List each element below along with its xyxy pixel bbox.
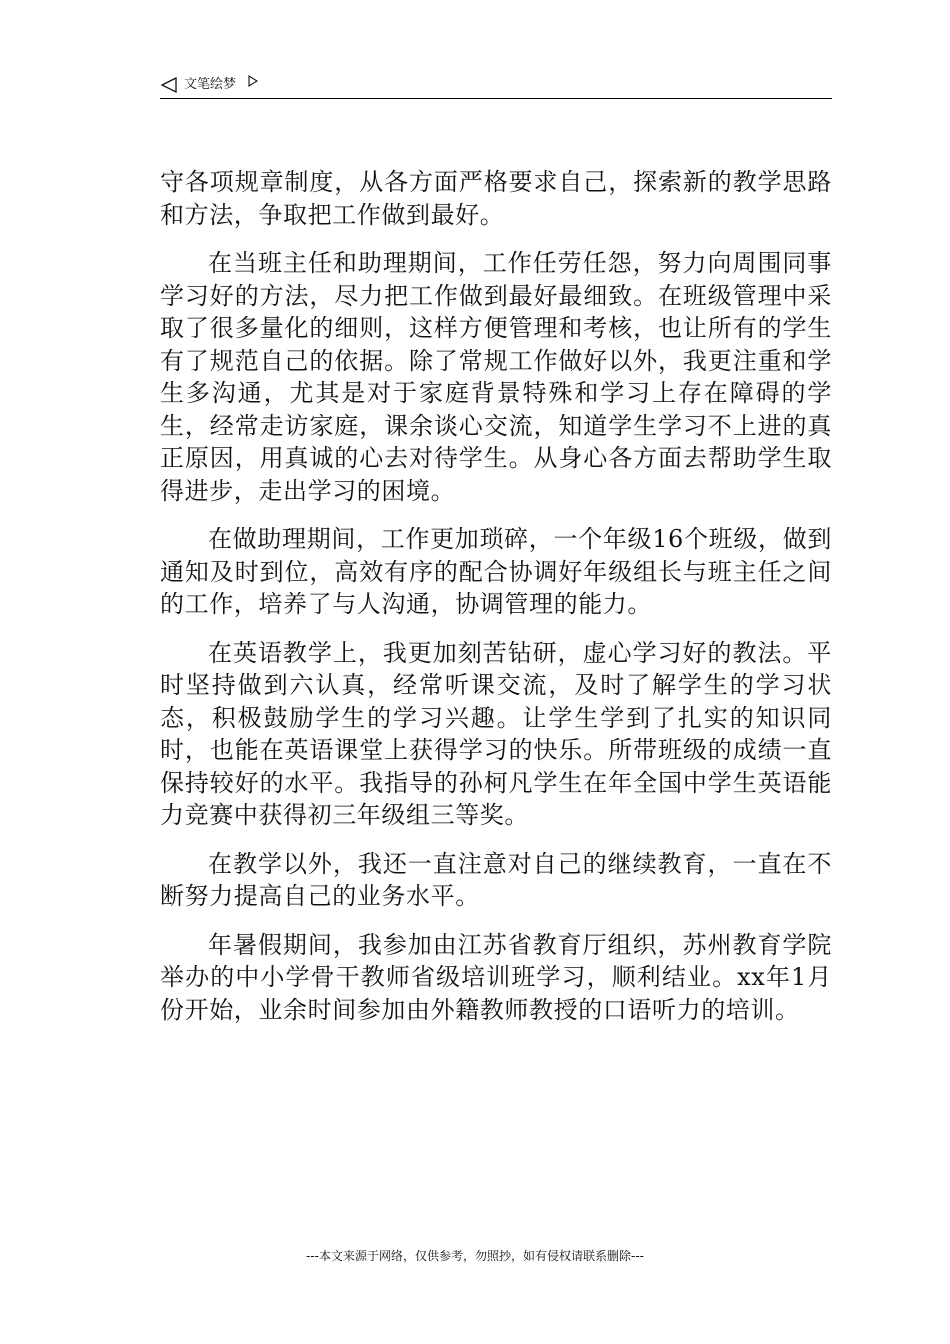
paragraph-continued: 守各项规章制度，从各方面严格要求自己，探索新的教学思路和方法，争取把工作做到最好。 xyxy=(160,168,832,229)
triangle-right-icon xyxy=(247,74,259,88)
paragraph-english-teaching: 在英语教学上，我更加刻苦钻研，虚心学习好的教法。平时坚持做到六认真，经常听课交流，及时了解学生的学习状态，积极鼓励学生的学习兴趣。让学生学到了扎实的知识同时，也能在英语课堂上获得学习的快乐。所带班级的成绩一直保持较好的水平。我指导的孙柯凡学生在年全国中学生英语能力竞赛中获得初三年级组三等奖。 xyxy=(160,638,832,829)
page-footer: ---本文来源于网络，仅供参考，勿照抄，如有侵权请联系删除--- xyxy=(306,1249,644,1263)
document-body xyxy=(160,166,832,1042)
triangle-left-icon xyxy=(160,76,178,94)
paragraph-continuing-education: 在教学以外，我还一直注意对自己的继续教育，一直在不断努力提高自己的业务水平。 xyxy=(160,849,832,910)
paragraph-class-teacher: 在当班主任和助理期间，工作任劳任怨，努力向周围同事学习好的方法，尽力把工作做到最好最细致。在班级管理中采取了很多量化的细则，这样方便管理和考核，也让所有的学生有了规范自己的依据。除了常规工作做好以外，我更注重和学生多沟通，尤其是对于家庭背景特殊和学习上存在障碍的学生，经常走访家庭，课余谈心交流，知道学生学习不上进的真正原因，用真诚的心去对待学生。从身心各方面去帮助学生取得进步，走出学习的困境。 xyxy=(160,249,832,505)
paragraph-training: 年暑假期间，我参加由江苏省教育厅组织，苏州教育学院举办的中小学骨干教师省级培训班学习，顺利结业。xx年1月份开始，业余时间参加由外籍教师教授的口语听力的培训。 xyxy=(160,930,832,1024)
header-brand: 文笔绘梦 xyxy=(184,77,237,92)
page-header xyxy=(160,72,832,99)
paragraph-assistant: 在做助理期间，工作更加琐碎，一个年级16个班级，做到通知及时到位，高效有序的配合协调好年级组长与班主任之间的工作，培养了与人沟通，协调管理的能力。 xyxy=(160,525,832,618)
